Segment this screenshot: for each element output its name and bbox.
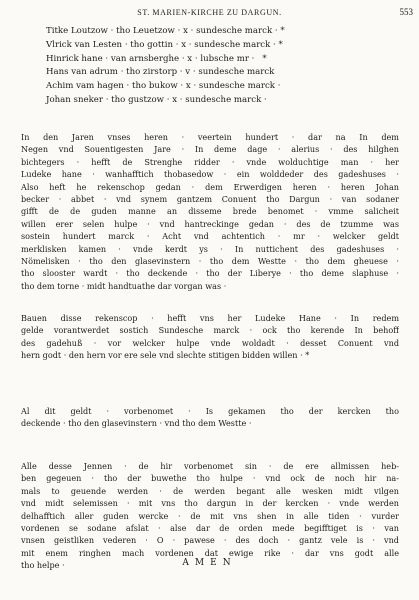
page-header [0, 6, 419, 20]
closing-amen: AMEN [182, 558, 237, 568]
donor-entry [46, 66, 366, 80]
donor-entry [46, 39, 366, 53]
paragraph-accounting [21, 131, 399, 292]
text-line: Al dit geldt · vorbenomet · Is gekamen tho der kercken tho [21, 406, 399, 416]
text-line: mit enem ringhen mach vordenen dat ewige rike · dar vns godt alle [21, 547, 399, 558]
text-line: Alle desse Jennen · de hir vorbenomet sin · de ere allmissen heb- [21, 461, 399, 471]
donor-entry-text: Titke Loutzow · tho Leuetzow · x · sundesche marck · * [46, 26, 285, 36]
text-line: In den Jaren vnses heren · veertein hundert · dar na In dem [21, 132, 399, 142]
paragraph-gift [21, 312, 399, 362]
text-line: Bauen disse rekenscop · hefft vns her Ludeke Hane · In redem [21, 313, 399, 323]
text-line: willen erer selen hulpe · vnd hantreckinge gedan · des de tzumme was [21, 218, 399, 229]
text-line: merklisken kamen · vnde kerdt ys · In nuttichent des gadeshuses · [21, 243, 399, 254]
donor-list [46, 25, 366, 108]
donor-entry [46, 25, 366, 39]
text-line: gelde vorantwerdet sostich Sundesche marck · ock tho kerende In behoff [21, 325, 399, 336]
text-line: tho slooster wardt · tho deckende · tho der Liberye · tho deme slaphuse · [21, 268, 399, 279]
text-line: Also heft he rekenschop gedan · dem Erwerdigen heren · heren Johan [21, 181, 399, 192]
donor-entry-text: Johan sneker · tho gustzow · x · sundesche marck · [46, 94, 267, 105]
text-line: Ludeke hane · wanhafftich thobasedow · ein wolddeder des gadeshuses · [21, 169, 399, 180]
paragraph-use [21, 405, 399, 430]
text-line: bichtegers · hefft de Strenghe ridder · vnde wolduchtige man · her [21, 156, 399, 167]
text-line: mals to geuende werden · de werden begant alle wesken midt vilgen [21, 485, 399, 496]
donor-entry [46, 80, 366, 94]
text-line: tho helpe · [21, 560, 65, 571]
donor-entry [46, 94, 366, 108]
text-line: becker · abbet · vnd synem gantzem Conuent tho Dargun · van sodaner [21, 194, 399, 205]
text-line: hern godt · den hern vor ere sele vnd slechte stitigen bidden willen · * [21, 350, 310, 361]
donor-entry-text: Vlrick van Lesten · tho gottin · x · sundesche marck · * [46, 39, 283, 50]
donor-entry-text: Hans van adrum · tho zirstorp · v · sundesche marck [46, 67, 275, 78]
text-line: vnsen geistliken vederen · O · pawese · des doch · gantz vele is · vnd [21, 535, 399, 546]
text-line: delhafftich aller guden wercke · de mit vns shen in alle tiden · vurder [21, 510, 399, 521]
text-line: tho dem torne · midt handtuathe dar vorgan was · [21, 280, 227, 291]
paragraph-blessing [21, 460, 399, 572]
text-line: des gadehuß · vor welcker hulpe vnde woldadt · desset Conuent vnd [21, 337, 399, 348]
text-line: deckende · tho den glasevinstern · vnd tho dem Westte · [21, 418, 252, 429]
asterisk-mark: * [262, 53, 267, 64]
text-line: vordenen se sodane afslat · alse dar de orden mede begifftiget is · van [21, 523, 399, 534]
text-line: sostein hundert marck · Acht vnd achtentich · mr · welcker geldt [21, 231, 399, 242]
donor-entry-text: Hinrick hane · van arnsberghe · x · lubsche mr · [46, 53, 255, 64]
donor-entry [46, 53, 366, 67]
text-line: Nömelisken · tho den glasevinstern · tho dem Westte · tho dem gheuese · [21, 256, 399, 267]
running-title: ST. MARIEN-KIRCHE ZU DARGUN. [137, 8, 282, 17]
text-line: gifft de de guden manne an disseme brede benomet · vmme salicheit [21, 206, 399, 217]
donor-entry-text: Achim vam hagen · tho bukow · x · sundesche marck · [46, 81, 281, 92]
text-line: ben gegeuen · tho der buwethe tho hulpe · vnd ock de noch hir na- [21, 473, 399, 484]
text-line: vnd midt selemissen · mit vns tho dargun in der kercken · vnde werden [21, 498, 399, 509]
text-line: Negen vnd Souentigesten Jare · In deme dage · alerius · des hilghen [21, 144, 399, 155]
page-number: 553 [399, 7, 413, 17]
